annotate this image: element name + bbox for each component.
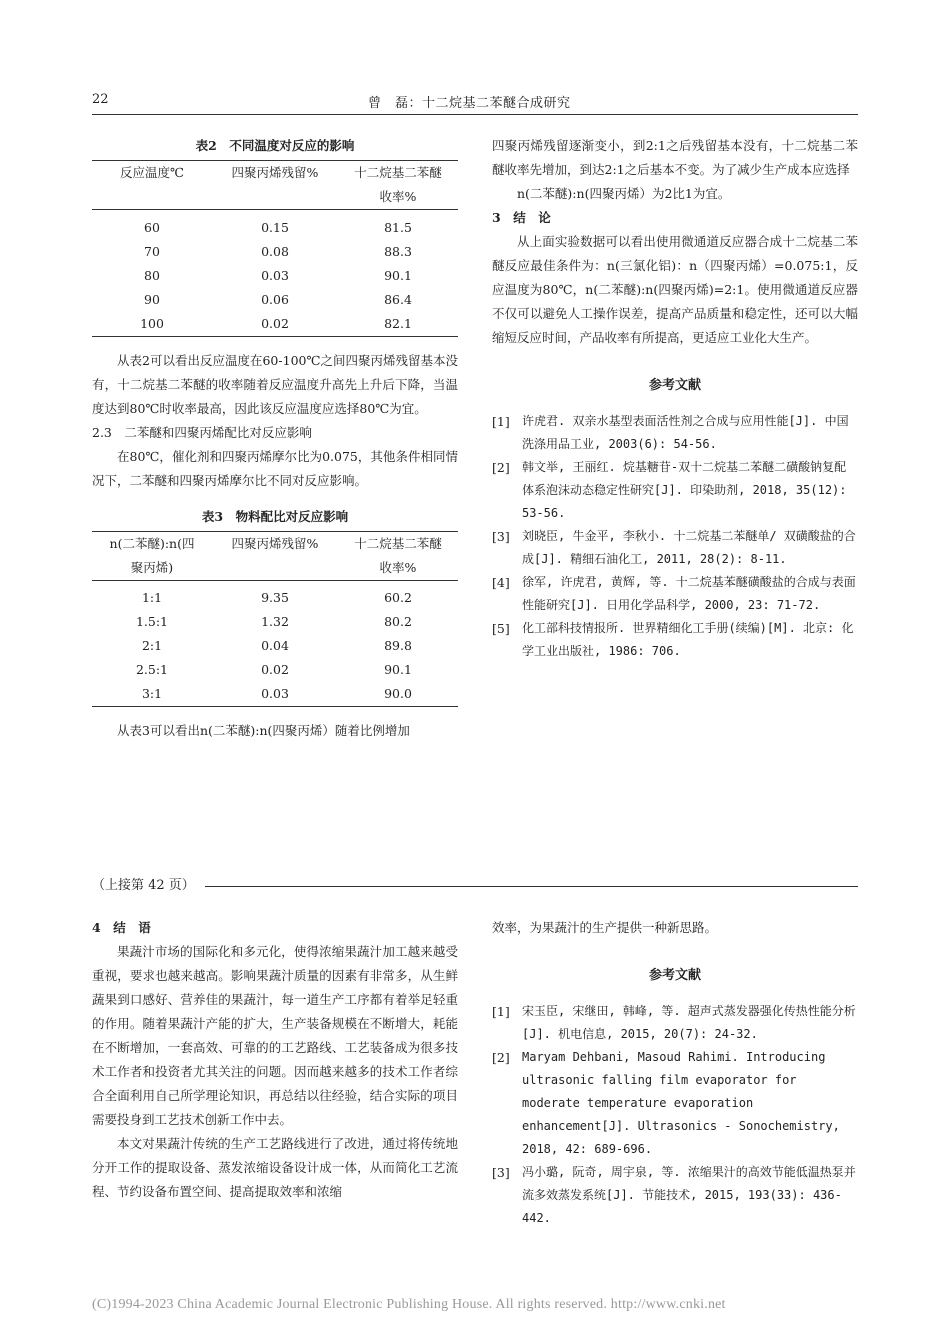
reference-item (492, 571, 858, 617)
reference-number: [3] (492, 1165, 510, 1180)
table-header-cell: 收率% (379, 189, 417, 204)
table-cell: 80 (144, 267, 160, 283)
table-cell: 2.5:1 (135, 662, 169, 677)
paragraph: 从上面实验数据可以看出使用微通道反应器合成十二烷基二苯醚反应最佳条件为：n(三氯化铝)：n（四聚丙烯）=0.075:1，反应温度为80℃，n(二苯醚):n(四聚丙烯)=2:1。使用微通道反应器不仅可以避免人工操作误差，提高产品质量和稳定性，还可以大幅缩短反应时间，产品收率有所提高，更适应工业化大生产。 (492, 234, 858, 345)
table-header-cell: n(二苯醚):n(四 (109, 535, 195, 551)
table-row (92, 634, 458, 658)
table-header-cell: 收率% (379, 559, 417, 575)
reference-item (492, 617, 858, 663)
section-heading: 3 结 论 (492, 210, 551, 225)
table-row (92, 658, 458, 682)
continued-left-column (92, 916, 458, 1204)
table-cell: 1:1 (141, 590, 163, 605)
paragraph: n(二苯醚):n(四聚丙烯）为2比1为宜。 (517, 186, 731, 201)
reference-item (492, 525, 858, 571)
paragraph: 从表2可以看出反应温度在60-100℃之间四聚丙烯残留基本没有，十二烷基二苯醚的收率随着反应温度升高先上升后下降，当温度达到80℃时收率最高，因此该反应温度应选择80℃为宜。 (92, 352, 458, 416)
table-header-cell: 反应温度℃ (120, 165, 184, 180)
reference-text: 韩文举, 王丽红. 烷基糖苷-双十二烷基二苯醚二磺酸钠复配体系泡沫动态稳定性研究[J]. 印染助剂, 2018, 35(12): 53-56. (522, 460, 847, 520)
table-header-cell: 四聚丙烯残留% (231, 535, 319, 551)
table-cell: 0.06 (261, 291, 289, 307)
continued-right-column (492, 916, 858, 1230)
paragraph: 在80℃，催化剂和四聚丙烯摩尔比为0.075，其他条件相同情况下，二苯醚和四聚丙烯摩尔比不同对反应影响。 (92, 448, 458, 488)
paragraph: 效率，为果蔬汁的生产提供一种新思路。 (492, 920, 718, 935)
table-header-row (92, 161, 458, 186)
table-header-cell: 十二烷基二苯醚 (354, 535, 442, 551)
table-cell: 82.1 (384, 315, 412, 331)
table-cell: 0.03 (261, 267, 289, 283)
table-cell: 1.5:1 (135, 614, 169, 629)
table-cell: 60.2 (384, 590, 412, 605)
references-heading: 参考文献 (648, 378, 701, 393)
reference-text: 冯小璐, 阮奇, 周宇泉, 等. 浓缩果汁的高效节能低温热泵并流多效蒸发系统[J]. 节能技术, 2015, 193(33): 436-442. (522, 1165, 856, 1225)
section-heading: 4 结 语 (92, 920, 151, 935)
table-row (92, 240, 458, 264)
table-row (92, 586, 458, 610)
reference-item (492, 410, 858, 456)
table-cell: 80.2 (384, 614, 412, 629)
reference-number: [5] (492, 621, 510, 636)
reference-text: 刘晓臣, 牛金平, 李秋小. 十二烷基二苯醚单/ 双磺酸盐的合成[J]. 精细石油化工, 2011, 28(2): 8-11. (522, 529, 856, 566)
table-row (92, 312, 458, 337)
left-column (92, 134, 458, 743)
reference-number: [1] (492, 414, 510, 429)
reference-number: [2] (492, 460, 510, 475)
section-heading: 2.3 二苯醚和四聚丙烯配比对反应影响 (92, 424, 312, 440)
table2 (92, 160, 458, 337)
continued-rule (205, 886, 858, 887)
table-cell: 3:1 (141, 686, 163, 701)
table-row (92, 264, 458, 288)
table-cell: 9.35 (261, 590, 289, 605)
table3 (92, 531, 458, 708)
table-cell: 81.5 (384, 219, 412, 235)
continued-from-label: （上接第 42 页） (92, 878, 195, 893)
table-cell: 88.3 (384, 243, 412, 259)
reference-number: [4] (492, 575, 510, 590)
references-heading: 参考文献 (648, 968, 701, 983)
table-row (92, 682, 458, 707)
reference-item (492, 1161, 858, 1230)
table-row (92, 288, 458, 312)
table-header-cell: 聚丙烯) (130, 559, 174, 575)
table-header-row (92, 531, 458, 556)
table-cell: 100 (140, 315, 164, 331)
page-number: 22 (92, 92, 109, 107)
table-header-row (92, 185, 458, 210)
reference-text: 化工部科技情报所. 世界精细化工手册(续编)[M]. 北京: 化学工业出版社, 1986: 706. (522, 621, 854, 658)
reference-number: [1] (492, 1004, 510, 1019)
copyright-footer: (C)1994-2023 China Academic Journal Electronic Publishing House. All rights reserved. http://www.cnki.net (92, 1297, 726, 1312)
table-cell: 90 (144, 291, 160, 307)
paragraph: 本文对果蔬汁传统的生产工艺路线进行了改进，通过将传统地分开工作的提取设备、蒸发浓缩设备设计成一体，从而简化工艺流程、节约设备布置空间、提高提取效率和浓缩 (92, 1136, 458, 1199)
reference-text: Maryam Dehbani, Masoud Rahimi. Introducing ultrasonic falling film evaporator for moderate temperature evaporation enhancement[J]. Ultrasonics - Sonochemistry, 2018, 42: 689-696. (522, 1050, 840, 1156)
table-cell: 0.15 (261, 219, 289, 235)
table-row (92, 610, 458, 634)
reference-number: [3] (492, 529, 510, 544)
paragraph: 四聚丙烯残留逐渐变小，到2:1之后残留基本没有，十二烷基二苯醚收率先增加，到达2:1之后基本不变。为了减少生产成本应选择 (492, 138, 858, 177)
reference-item (492, 1000, 858, 1046)
table-header-cell: 十二烷基二苯醚 (354, 165, 442, 180)
reference-text: 宋玉臣, 宋继田, 韩峰, 等. 超声式蒸发器强化传热性能分析[J]. 机电信息, 2015, 20(7): 24-32. (522, 1004, 856, 1041)
table-cell: 0.02 (261, 315, 289, 331)
paragraph: 果蔬汁市场的国际化和多元化，使得浓缩果蔬汁加工越来越受重视，要求也越来越高。影响果蔬汁质量的因素有非常多，从生鲜蔬果到口感好、营养佳的果蔬汁，每一道生产工序都有着举足轻重的作用。随着果蔬汁产能的扩大，生产装备规模在不断增大，耗能在不断增加，一套高效、可靠的的工艺路线、工艺装备成为很多技术工作者和投资者尤其关注的问题。因而越来越多的技术工作者综合全面利用自己所学理论知识，再总结以往经验，结合实际的项目需要投身到工艺技术创新工作中去。 (92, 944, 458, 1127)
table-cell: 2:1 (141, 638, 163, 653)
table-cell: 90.1 (384, 662, 412, 677)
reference-item (492, 456, 858, 525)
table-cell: 0.08 (261, 243, 289, 259)
table-cell: 60 (144, 219, 160, 235)
table-header-cell: 四聚丙烯残留% (231, 165, 319, 180)
running-title: 曾 磊：十二烷基二苯醚合成研究 (368, 96, 571, 111)
header-rule (92, 114, 858, 115)
table-row (92, 216, 458, 240)
table2-caption: 表2 不同温度对反应的影响 (195, 138, 355, 153)
reference-number: [2] (492, 1050, 510, 1065)
table-cell: 0.04 (261, 638, 289, 653)
table-cell: 0.02 (261, 662, 289, 677)
table-cell: 86.4 (384, 291, 412, 307)
table-cell: 90.1 (384, 267, 412, 283)
table3-caption: 表3 物料配比对反应影响 (201, 508, 349, 524)
paragraph: 从表3可以看出n(二苯醚):n(四聚丙烯）随着比例增加 (117, 723, 410, 738)
reference-text: 徐军, 许虎君, 黄辉, 等. 十二烷基苯醚磺酸盐的合成与表面性能研究[J]. 日用化学品科学, 2000, 23: 71-72. (522, 575, 856, 612)
table-cell: 0.03 (261, 686, 289, 701)
table-cell: 89.8 (384, 638, 412, 653)
table-header-row (92, 556, 458, 581)
table-cell: 1.32 (261, 614, 289, 629)
table-cell: 90.0 (384, 686, 412, 701)
right-column (492, 134, 858, 663)
reference-item (492, 1046, 858, 1161)
reference-text: 许虎君. 双亲水基型表面活性剂之合成与应用性能[J]. 中国洗涤用品工业, 2003(6): 54-56. (522, 414, 849, 451)
table-cell: 70 (144, 243, 160, 259)
